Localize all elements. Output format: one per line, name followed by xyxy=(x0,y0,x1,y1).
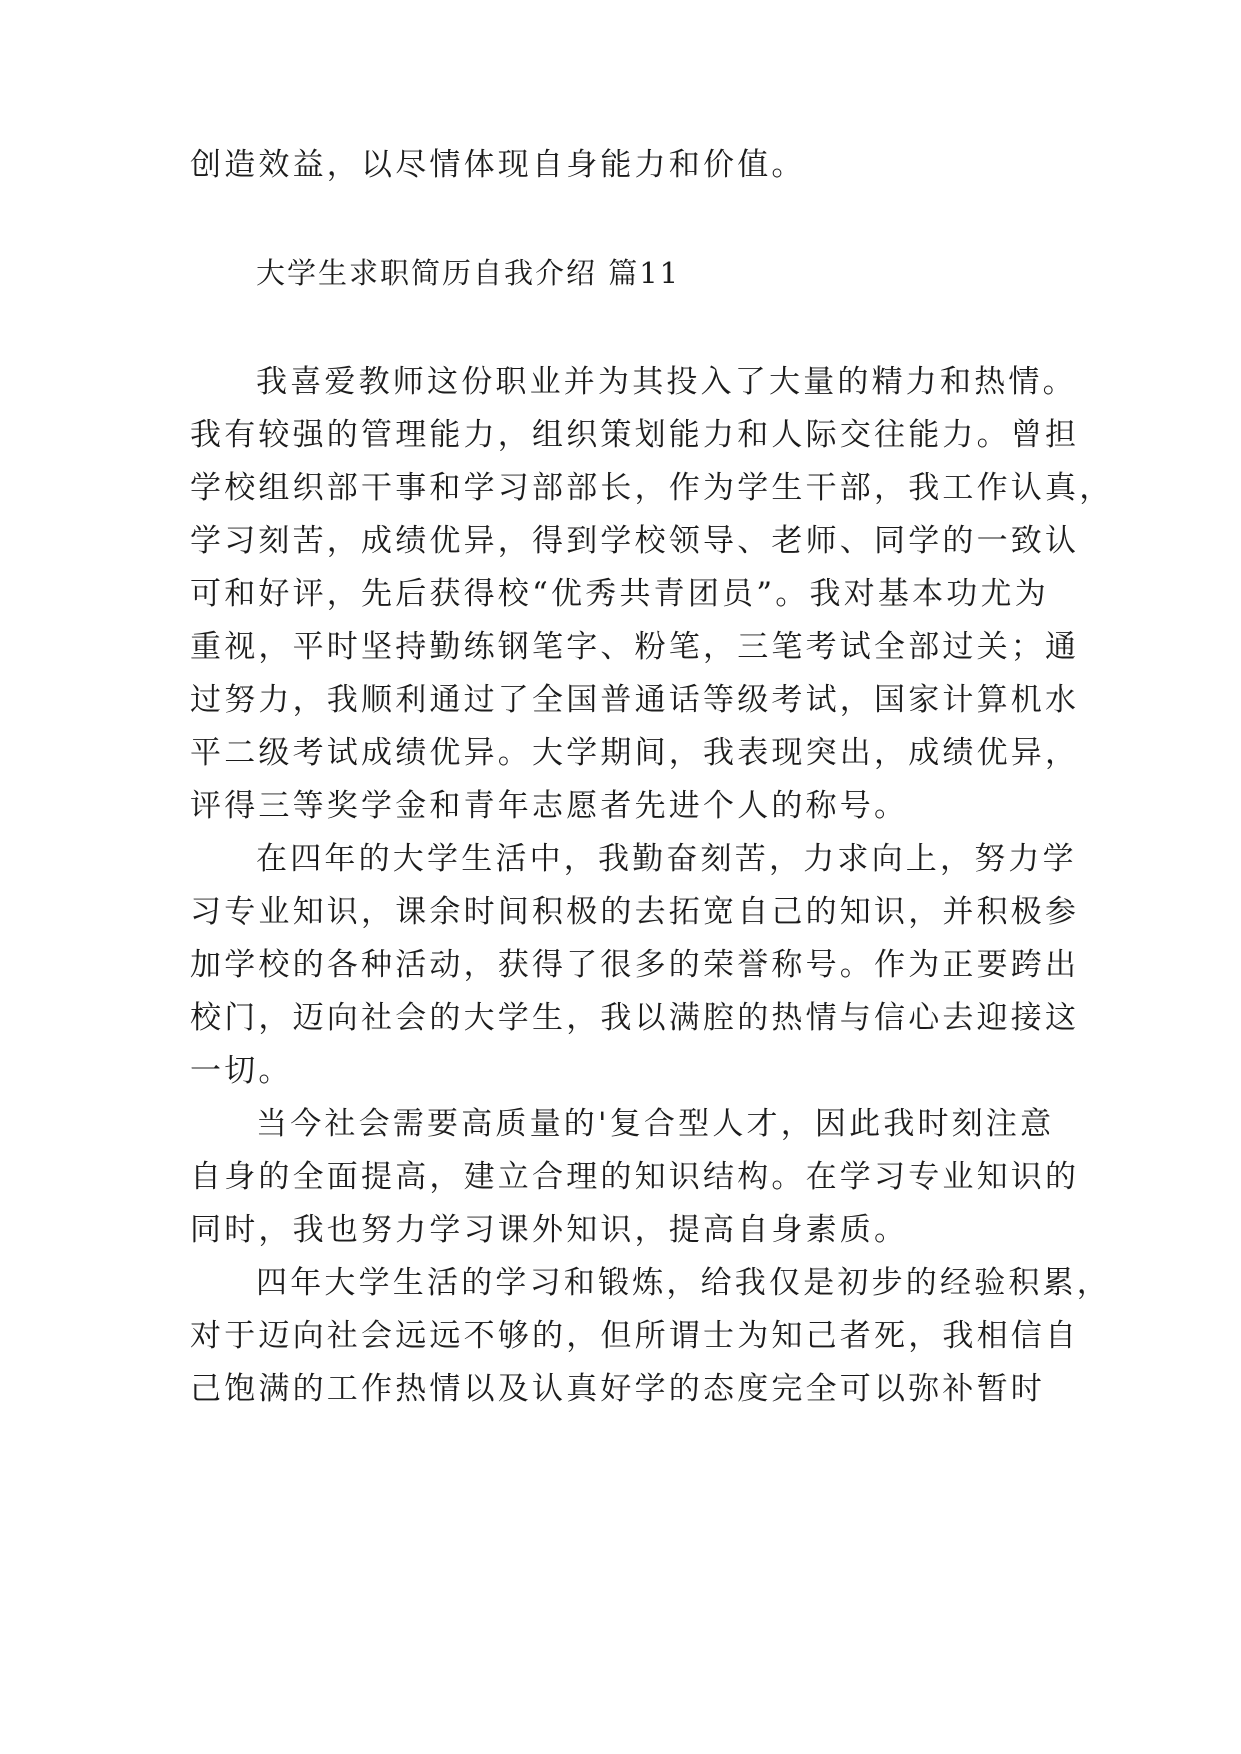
paragraph-line: 同时，我也努力学习课外知识，提高自身素质。 xyxy=(190,1212,909,1248)
paragraph-line: 校门，迈向社会的大学生，我以满腔的热情与信心去迎接这 xyxy=(190,1000,1080,1036)
paragraph-line: 自身的全面提高，建立合理的知识结构。在学习专业知识的 xyxy=(190,1159,1080,1195)
paragraph-line: 四年大学生活的学习和锻炼，给我仅是初步的经验积累， xyxy=(256,1265,1111,1301)
paragraph-line: 一切。 xyxy=(190,1053,293,1089)
paragraph-line: 我喜爱教师这份职业并为其投入了大量的精力和热情。 xyxy=(256,364,1077,400)
paragraph-line: 我有较强的管理能力，组织策划能力和人际交往能力。曾担 xyxy=(190,417,1080,453)
paragraph-line: 加学校的各种活动，获得了很多的荣誉称号。作为正要跨出 xyxy=(190,947,1080,983)
paragraph-line: 学习刻苦，成绩优异，得到学校领导、老师、同学的一致认 xyxy=(190,523,1080,559)
paragraph-line: 可和好评，先后获得校“优秀共青团员”。我对基本功尤为 xyxy=(190,576,1049,612)
lead-line: 创造效益，以尽情体现自身能力和价值。 xyxy=(190,147,806,183)
paragraph-line: 当今社会需要高质量的'复合型人才，因此我时刻注意 xyxy=(256,1106,1055,1142)
paragraph-line: 在四年的大学生活中，我勤奋刻苦，力求向上，努力学 xyxy=(256,841,1077,877)
section-heading: 大学生求职简历自我介绍 篇11 xyxy=(256,256,681,290)
paragraph-line: 重视，平时坚持勤练钢笔字、粉笔，三笔考试全部过关；通 xyxy=(190,629,1080,665)
paragraph-line: 学校组织部干事和学习部部长，作为学生干部，我工作认真， xyxy=(190,470,1114,506)
paragraph-line: 评得三等奖学金和青年志愿者先进个人的称号。 xyxy=(190,788,909,824)
paragraph-line: 对于迈向社会远远不够的，但所谓士为知己者死，我相信自 xyxy=(190,1318,1080,1354)
paragraph-line: 平二级考试成绩优异。大学期间，我表现突出，成绩优异， xyxy=(190,735,1080,771)
paragraph-line: 习专业知识，课余时间积极的去拓宽自己的知识，并积极参 xyxy=(190,894,1080,930)
paragraph-line: 过努力，我顺利通过了全国普通话等级考试，国家计算机水 xyxy=(190,682,1080,718)
paragraph-line: 己饱满的工作热情以及认真好学的态度完全可以弥补暂时 xyxy=(190,1371,1045,1407)
